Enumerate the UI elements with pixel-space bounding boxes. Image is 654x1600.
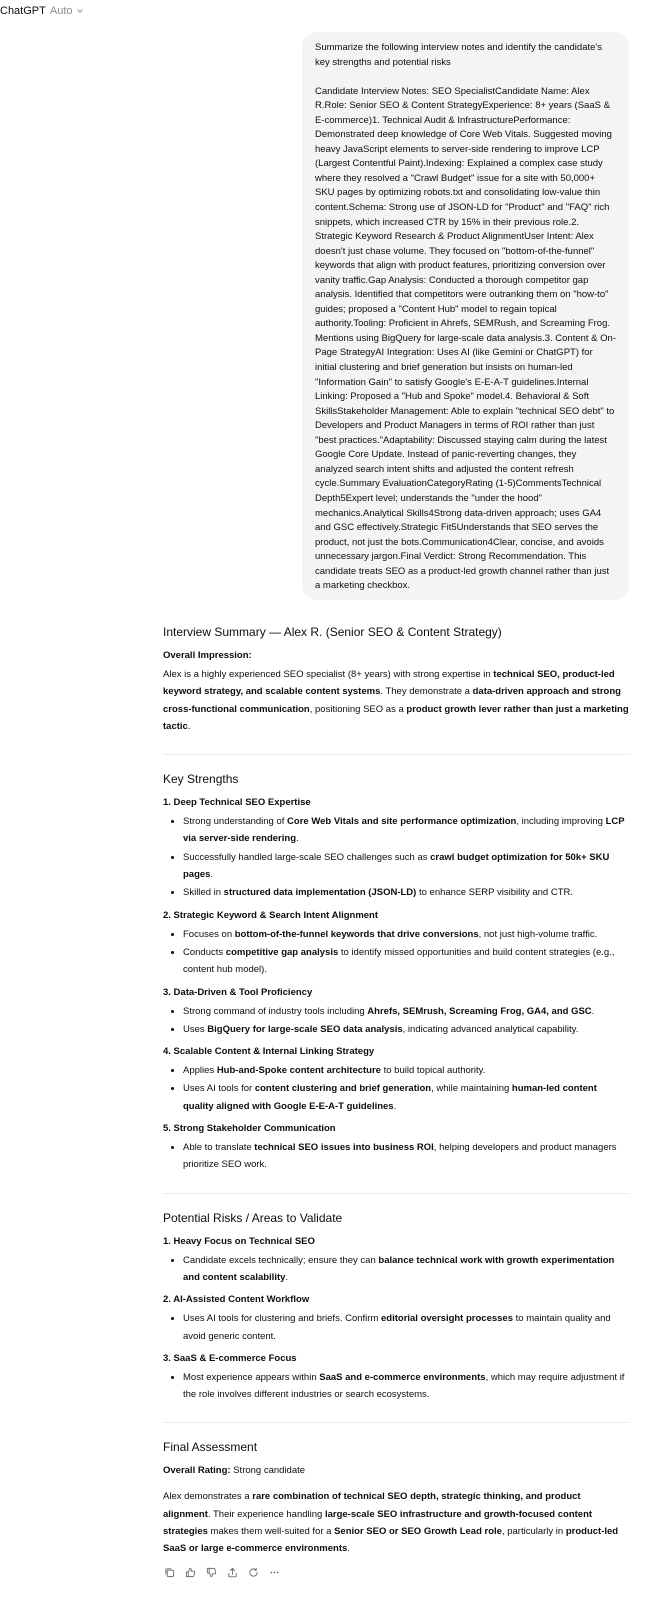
bullet-list bbox=[163, 1062, 630, 1115]
emphasis-text: Ahrefs, SEMrush, Screaming Frog, GA4, and GSC bbox=[367, 1005, 592, 1017]
text-run: , indicating advanced analytical capability. bbox=[402, 1023, 579, 1035]
text-run: to build topical authority. bbox=[380, 1065, 486, 1077]
emphasis-text: product growth lever rather than just a marketing tactic bbox=[163, 703, 629, 732]
section-heading: 1. Deep Technical SEO Expertise bbox=[163, 797, 311, 809]
regenerate-icon bbox=[248, 1567, 259, 1578]
bullet-item bbox=[183, 926, 630, 943]
text-run: Conducts bbox=[183, 946, 226, 958]
overall-paragraph bbox=[163, 666, 630, 735]
section-heading: 2. AI-Assisted Content Workflow bbox=[163, 1294, 310, 1306]
bullet-list bbox=[163, 813, 630, 901]
rating-value: Strong candidate bbox=[230, 1465, 306, 1477]
section-heading: 2. Strategic Keyword & Search Intent Alignment bbox=[163, 909, 379, 921]
emphasis-text: data-driven approach and strong cross-functional communication bbox=[163, 686, 621, 715]
thumbs-down-icon bbox=[206, 1567, 217, 1578]
top-bar bbox=[0, 2, 84, 20]
emphasis-text: content clustering and brief generation bbox=[254, 1083, 432, 1095]
share-button[interactable] bbox=[226, 1566, 239, 1579]
bullet-list bbox=[163, 1252, 630, 1287]
emphasis-text: bottom-of-the-funnel keywords that drive conversions bbox=[234, 928, 479, 940]
text-run: . bbox=[347, 1543, 350, 1555]
emphasis-text: competitive gap analysis bbox=[225, 946, 339, 958]
text-run: makes them well-suited for a bbox=[207, 1526, 335, 1538]
text-run: Uses AI tools for bbox=[183, 1083, 255, 1095]
text-run: Strong understanding of bbox=[183, 816, 288, 828]
text-run: , particularly in bbox=[501, 1526, 566, 1538]
user-notes: Candidate Interview Notes: SEO SpecialistCandidate Name: Alex R.Role: Senior SEO & Content StrategyExperience: 8+ years (SaaS & E-commerce)1. Technical Audit & InfrastructurePerformance: Demonstrated deep knowledge of Core Web Vitals. Suggested moving heavy JavaScript elements to server-side rendering to improve LCP (Largest Contentful Paint).Indexing: Explained a complex case study where they resolved a "Crawl Budget" issue for a site with 50,000+ SKU pages by optimizing robots.txt and consolidating low-value thin content.Schema: Strong use of JSON-LD for "Product" and "FAQ" rich snippets, which increased CTR by 15% in their previous role.2. Strategic Keyword Research & Product AlignmentUser Intent: Alex doesn't just chase volume. They focused on "bottom-of-the-funnel" keywords that align with product features, prioritizing conversion over vanity traffic.Gap Analysis: Conducted a thorough competitor gap analysis. Identified that competitors were outranking them on "how-to" guides; proposed a "Content Hub" model to regain topical authority.Tooling: Proficient in Ahrefs, SEMRush, and Screaming Frog. Mentions using BigQuery for large-scale data analysis.3. Content & On-Page StrategyAI Integration: Uses AI (like Gemini or ChatGPT) for initial clustering and brief generation but insists on human-led "Information Gain" to satisfy Google's E-E-A-T guidelines.Internal Linking: Proposed a "Hub and Spoke" model.4. Behavioral & Soft SkillsStakeholder Management: Able to explain "technical SEO debt" to Developers and Product Managers in terms of ROI rather than just "best practices."Adaptability: Discussed staying calm during the latest Google Core Update. Instead of panic-reverting changes, they analyzed search intent shifts and adjusted the content refresh cycle.Summary EvaluationCategoryRating (1-5)CommentsTechnical Depth5Expert level; understands the "under the hood" mechanics.Analytical Skills4Strong data-driven approach; uses GA4 and GSC effectively.Strategic Fit5Understands that SEO serves the product, not just the bots.Communication4Clear, concise, and avoids unnecessary jargon.Final Verdict: Strong Recommendation. This candidate treats SEO as a product-led growth channel rather than just a marketing checkbox. bbox=[315, 85, 616, 592]
text-run: . bbox=[296, 833, 299, 845]
text-run: , while maintaining bbox=[431, 1083, 512, 1095]
emphasis-text: Hub-and-Spoke content architecture bbox=[216, 1065, 381, 1077]
emphasis-text: large-scale SEO infrastructure and growth-focused content strategies bbox=[163, 1508, 593, 1538]
bullet-item bbox=[183, 1003, 630, 1020]
emphasis-text: LCP via server-side rendering bbox=[183, 816, 625, 845]
thumbs-up-icon bbox=[185, 1567, 196, 1578]
emphasis-text: technical SEO, product-led keyword strategy, and scalable content systems bbox=[163, 669, 615, 698]
more-icon bbox=[269, 1567, 280, 1578]
user-message bbox=[302, 32, 629, 600]
text-run: , helping developers and product managers prioritize SEO work. bbox=[183, 1142, 617, 1171]
text-run: . bbox=[187, 720, 191, 732]
rating-label: Overall Rating: bbox=[163, 1465, 231, 1477]
bullet-item bbox=[183, 1252, 630, 1287]
model-label: Auto bbox=[49, 5, 73, 17]
text-run: , including improving bbox=[516, 816, 606, 828]
emphasis-text: structured data implementation (JSON-LD) bbox=[223, 887, 417, 899]
text-run: . bbox=[285, 1271, 289, 1283]
divider bbox=[163, 754, 630, 755]
chevron-down-icon bbox=[76, 7, 84, 15]
text-run: Skilled in bbox=[183, 887, 224, 899]
text-run: Strong command of industry tools including bbox=[183, 1005, 368, 1017]
overall-label: Overall Impression: bbox=[163, 650, 252, 661]
model-picker[interactable] bbox=[50, 5, 84, 17]
bullet-item bbox=[183, 884, 630, 901]
more-button[interactable] bbox=[268, 1566, 281, 1579]
emphasis-text: balance technical work with growth experimentation and content scalability bbox=[183, 1254, 615, 1283]
emphasis-text: Senior SEO or SEO Growth Lead role bbox=[334, 1526, 502, 1538]
emphasis-text: crawl budget optimization for 50k+ SKU pages bbox=[183, 851, 610, 881]
emphasis-text: product-led SaaS or large e-commerce environments bbox=[163, 1526, 619, 1555]
bullet-item bbox=[183, 1062, 630, 1079]
bullet-item bbox=[183, 1021, 630, 1038]
text-run: Able to translate bbox=[183, 1142, 255, 1154]
copy-icon bbox=[164, 1567, 175, 1578]
strengths-list bbox=[163, 795, 630, 1173]
response-title: Interview Summary — Alex R. (Senior SEO & Content Strategy) bbox=[163, 625, 502, 639]
emphasis-text: human-led content quality aligned with Google E-E-A-T guidelines bbox=[183, 1083, 597, 1112]
thumbs-up-button[interactable] bbox=[184, 1566, 197, 1579]
text-run: Candidate excels technically; ensure they can bbox=[183, 1254, 379, 1266]
bullet-item bbox=[183, 849, 630, 884]
bullet-list bbox=[163, 926, 630, 979]
section-heading: 5. Strong Stakeholder Communication bbox=[163, 1123, 336, 1135]
divider bbox=[163, 1193, 630, 1194]
copy-button[interactable] bbox=[163, 1566, 176, 1579]
final-title: Final Assessment bbox=[163, 1440, 258, 1455]
bullet-item bbox=[183, 1080, 630, 1115]
bullet-item bbox=[183, 1139, 630, 1174]
message-actions bbox=[163, 1566, 630, 1579]
text-run: . They demonstrate a bbox=[380, 686, 473, 698]
thumbs-down-button[interactable] bbox=[205, 1566, 218, 1579]
text-run: , positioning SEO as a bbox=[309, 703, 407, 715]
text-run: Applies bbox=[183, 1065, 217, 1077]
section-heading: 1. Heavy Focus on Technical SEO bbox=[163, 1235, 315, 1247]
bullet-list bbox=[163, 1003, 630, 1039]
text-run: Alex demonstrates a bbox=[163, 1491, 253, 1503]
bullet-item bbox=[183, 813, 630, 848]
emphasis-text: SaaS and e-commerce environments bbox=[319, 1371, 486, 1383]
divider bbox=[163, 1422, 630, 1423]
text-run: . bbox=[393, 1100, 397, 1112]
bullet-list bbox=[163, 1139, 630, 1174]
text-run: Alex is a highly experienced SEO specialist (8+ years) with strong expertise in bbox=[163, 669, 494, 680]
app-title: ChatGPT bbox=[0, 5, 46, 17]
assistant-message bbox=[163, 624, 630, 1579]
text-run: Uses bbox=[183, 1023, 208, 1035]
section-heading: 3. SaaS & E-commerce Focus bbox=[163, 1352, 297, 1364]
section-heading: 4. Scalable Content & Internal Linking Strategy bbox=[163, 1046, 375, 1058]
emphasis-text: rare combination of technical SEO depth, strategic thinking, and product alignment bbox=[163, 1491, 581, 1520]
text-run: , which may require adjustment if the role involves different industries or search ecosystems. bbox=[183, 1371, 625, 1401]
text-run: to maintain quality and avoid generic content. bbox=[183, 1313, 611, 1342]
emphasis-text: BigQuery for large-scale SEO data analysis bbox=[207, 1023, 403, 1035]
text-run: . Their experience handling bbox=[207, 1508, 325, 1520]
bullet-item bbox=[183, 1310, 630, 1345]
text-run: to enhance SERP visibility and CTR. bbox=[416, 887, 573, 899]
text-run: . bbox=[591, 1005, 595, 1017]
text-run: Uses AI tools for clustering and briefs. Confirm bbox=[183, 1313, 381, 1325]
final-paragraph bbox=[163, 1488, 630, 1557]
section-heading: 3. Data-Driven & Tool Proficiency bbox=[163, 986, 313, 998]
text-run: Most experience appears within bbox=[183, 1371, 320, 1383]
text-run: Successfully handled large-scale SEO challenges such as bbox=[183, 851, 431, 863]
bullet-list bbox=[163, 1310, 630, 1345]
risks-list bbox=[163, 1234, 630, 1404]
bullet-item bbox=[183, 944, 630, 979]
overall-rating bbox=[163, 1463, 630, 1479]
emphasis-text: Core Web Vitals and site performance optimization bbox=[287, 816, 517, 828]
text-run: Focuses on bbox=[183, 928, 235, 940]
share-icon bbox=[227, 1567, 238, 1578]
bullet-list bbox=[163, 1369, 630, 1404]
text-run: to identify missed opportunities and build content strategies (e.g., content hub model). bbox=[183, 946, 615, 976]
strengths-title: Key Strengths bbox=[163, 772, 239, 787]
regenerate-button[interactable] bbox=[247, 1566, 260, 1579]
emphasis-text: editorial oversight processes bbox=[381, 1313, 513, 1325]
emphasis-text: technical SEO issues into business ROI bbox=[254, 1142, 434, 1154]
risks-title: Potential Risks / Areas to Validate bbox=[163, 1210, 343, 1225]
bullet-item bbox=[183, 1369, 630, 1404]
text-run: . bbox=[210, 869, 214, 881]
text-run: , not just high-volume traffic. bbox=[478, 928, 598, 940]
user-question: Summarize the following interview notes and identify the candidate's key strengths and potential risks bbox=[315, 42, 602, 68]
